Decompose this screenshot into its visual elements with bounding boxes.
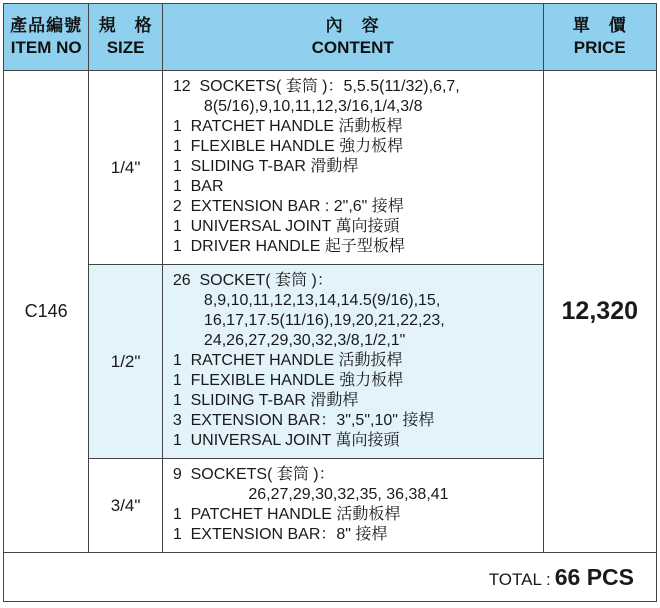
header-content [162, 4, 543, 71]
header-price-en: PRICE [573, 38, 626, 57]
content-line: 1 BAR [172, 178, 224, 195]
content-cell [162, 265, 543, 459]
content-line: 1 EXTENSION BAR：8" 接桿 [172, 526, 388, 543]
content-line: 8(5/16),9,10,11,12,3/16,1/4,3/8 [172, 98, 423, 115]
content-line: 2 EXTENSION BAR : 2",6" 接桿 [172, 198, 404, 215]
content-line: 1 UNIVERSAL JOINT 萬向接頭 [172, 432, 400, 449]
header-content-zh: 內 容 [325, 16, 380, 35]
content-cell [162, 71, 543, 265]
header-price [543, 4, 656, 71]
content-line: 1 DRIVER HANDLE 起子型板桿 [172, 238, 405, 255]
total-cell [4, 553, 657, 602]
header-price-zh: 單 價 [572, 16, 627, 35]
header-content-en: CONTENT [311, 38, 394, 57]
total-value: 66 PCS [554, 563, 634, 590]
content-line: 24,26,27,29,30,32,3/8,1/2,1" [172, 332, 406, 349]
price-value: 12,320 [543, 71, 656, 553]
table-row [4, 71, 657, 265]
header-size-zh: 規 格 [98, 16, 153, 35]
content-line: 1 PATCHET HANDLE 活動板桿 [172, 506, 401, 523]
content-line: 12 SOCKETS( 套筒 )：5,5.5(11/32),6,7, [172, 78, 460, 95]
header-size-en: SIZE [106, 38, 145, 57]
content-line: 1 SLIDING T-BAR 滑動桿 [172, 158, 359, 175]
size-cell: 1/4" [89, 71, 162, 265]
content-line: 26 SOCKET( 套筒 )： [172, 272, 333, 289]
content-line: 16,17,17.5(11/16),19,20,21,22,23, [172, 312, 445, 329]
total-row [4, 553, 657, 602]
header-item-no-en: ITEM NO [10, 38, 82, 57]
header-row [4, 4, 657, 71]
total-label: TOTAL : [488, 569, 551, 589]
item-number: C146 [4, 71, 89, 553]
content-line: 1 SLIDING T-BAR 滑動桿 [172, 392, 359, 409]
header-size [89, 4, 162, 71]
header-item-no [4, 4, 89, 71]
content-line: 1 FLEXIBLE HANDLE 強力板桿 [172, 372, 404, 389]
content-line: 1 RATCHET HANDLE 活動扳桿 [172, 352, 403, 369]
content-line: 8,9,10,11,12,13,14,14.5(9/16),15, [172, 292, 441, 309]
content-cell [162, 459, 543, 553]
header-item-no-zh: 產品編號 [10, 16, 83, 35]
content-line: 1 RATCHET HANDLE 活動板桿 [172, 118, 403, 135]
content-line: 3 EXTENSION BAR：3",5",10" 接桿 [172, 412, 435, 429]
content-line: 1 FLEXIBLE HANDLE 強力板桿 [172, 138, 404, 155]
content-line: 1 UNIVERSAL JOINT 萬向接頭 [172, 218, 400, 235]
size-cell: 1/2" [89, 265, 162, 459]
content-line: 26,27,29,30,32,35, 36,38,41 [172, 486, 449, 503]
size-cell: 3/4" [89, 459, 162, 553]
content-line: 9 SOCKETS( 套筒 )： [172, 466, 335, 483]
product-table [3, 3, 657, 602]
